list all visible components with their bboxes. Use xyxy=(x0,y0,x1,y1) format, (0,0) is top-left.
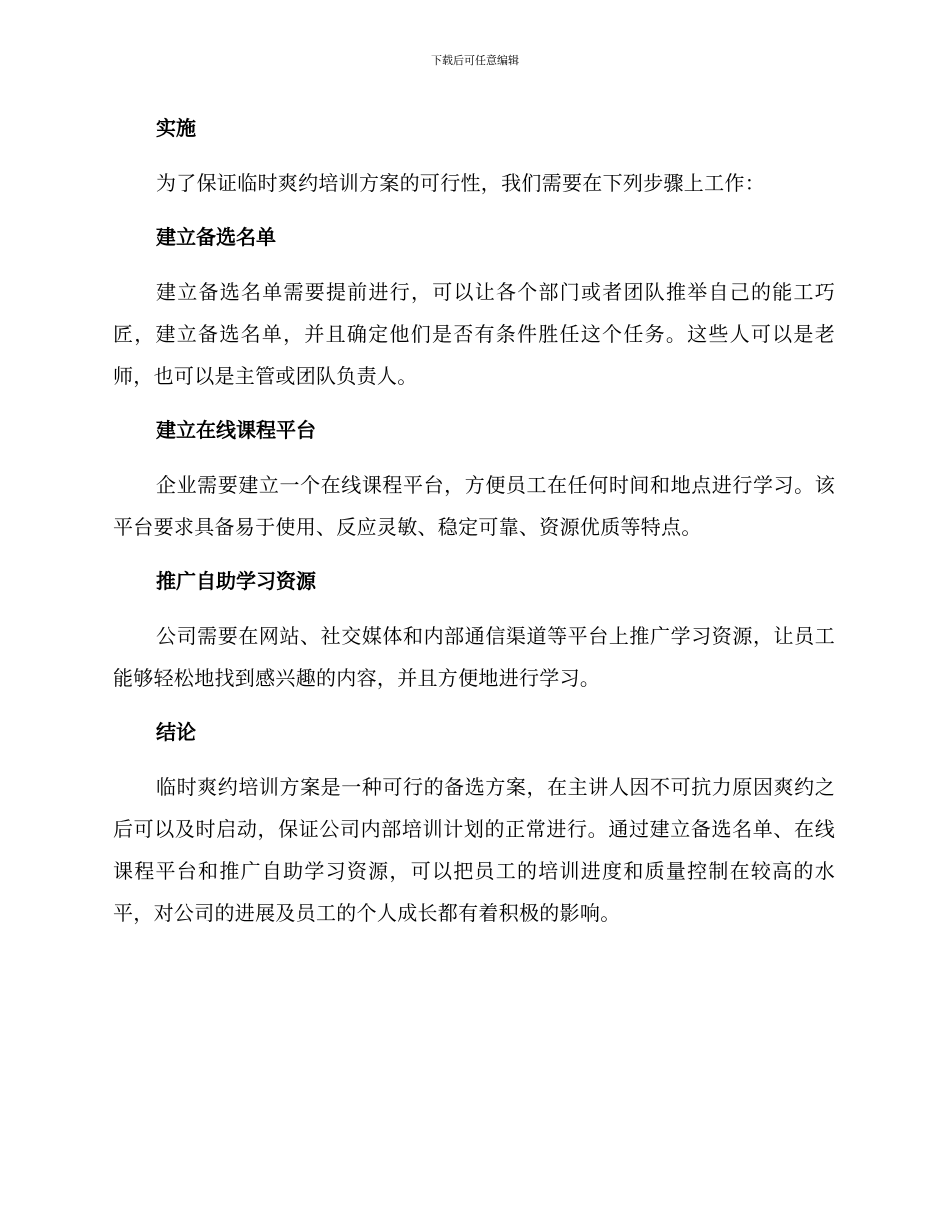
document-body xyxy=(113,108,835,947)
section-heading-candidate-list: 建立备选名单 xyxy=(156,225,276,249)
page-header: 下载后可任意编辑 xyxy=(431,54,519,67)
section-paragraph: 公司需要在网站、社交媒体和内部通信渠道等平台上推广学习资源，让员工能够轻松地找到感兴趣的内容，并且方便地进行学习。 xyxy=(113,624,835,690)
section-heading-conclusion: 结论 xyxy=(156,720,196,744)
section-paragraph: 为了保证临时爽约培训方案的可行性，我们需要在下列步骤上工作： xyxy=(156,171,765,195)
section-heading-implementation: 实施 xyxy=(156,116,196,140)
section-heading-self-learning: 推广自助学习资源 xyxy=(156,569,316,593)
section-paragraph: 建立备选名单需要提前进行，可以让各个部门或者团队推举自己的能工巧匠，建立备选名单，并且确定他们是否有条件胜任这个任务。这些人可以是老师，也可以是主管或团队负责人。 xyxy=(113,280,835,388)
section-paragraph: 临时爽约培训方案是一种可行的备选方案，在主讲人因不可抗力原因爽约之后可以及时启动，保证公司内部培训计划的正常进行。通过建立备选名单、在线课程平台和推广自助学习资源，可以把员工的培训进度和质量控制在较高的水平，对公司的进展及员工的个人成长都有着积极的影响。 xyxy=(113,775,835,925)
section-heading-online-platform: 建立在线课程平台 xyxy=(156,418,316,442)
section-paragraph: 企业需要建立一个在线课程平台，方便员工在任何时间和地点进行学习。该平台要求具备易于使用、反应灵敏、稳定可靠、资源优质等特点。 xyxy=(113,473,835,539)
